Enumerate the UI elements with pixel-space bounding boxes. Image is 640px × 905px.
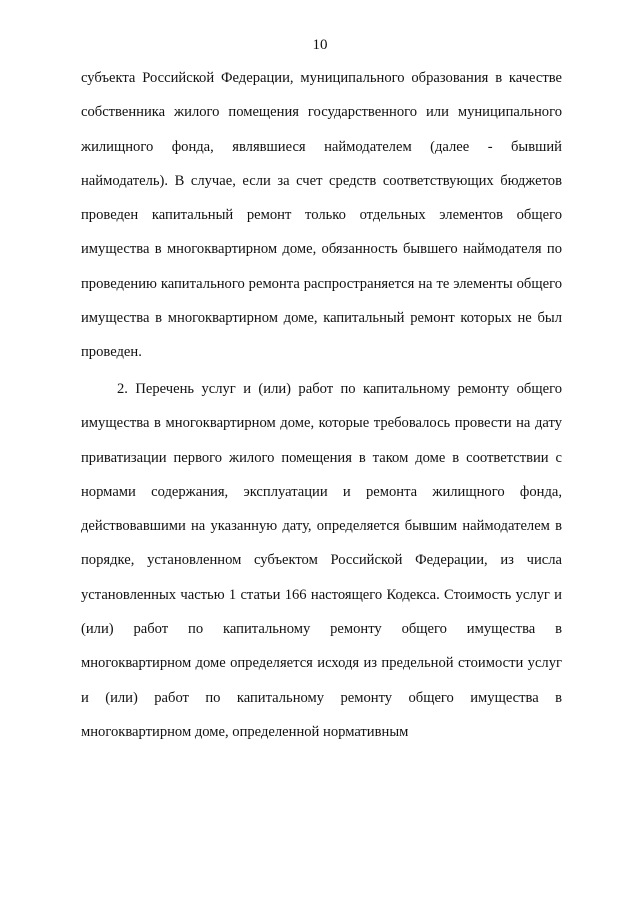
paragraph-item-2: 2. Перечень услуг и (или) работ по капитальному ремонту общего имущества в многоквартирном доме, которые требовалось провести на дату приватизации первого жилого помещения в таком доме в соответствии с нормами содержания, эксплуатации и ремонта жилищного фонда, действовавшими на указанную дату, определяется бывшим наймодателем в порядке, установленном субъектом Российской Федерации, из числа установленных частью 1 статьи 166 настоящего Кодекса. Стоимость услуг и (или) работ по капитальному ремонту общего имущества в многоквартирном доме определяется исходя из предельной стоимости услуг и (или) работ по капитальному ремонту общего имущества в многоквартирном доме, определенной нормативным	[81, 381, 562, 740]
page-number: 10	[312, 37, 328, 53]
paragraph-continuation: субъекта Российской Федерации, муниципального образования в качестве собственника жилого помещения государственного или муниципального жилищного фонда, являвшиеся наймодателем (далее - бывший наймодатель). В случае, если за счет средств соответствующих бюджетов проведен капитальный ремонт только отдельных элементов общего имущества в многоквартирном доме, обязанность бывшего наймодателя по проведению капитального ремонта распространяется на те элементы общего имущества в многоквартирном доме, капитальный ремонт которых не был проведен.	[81, 70, 562, 361]
